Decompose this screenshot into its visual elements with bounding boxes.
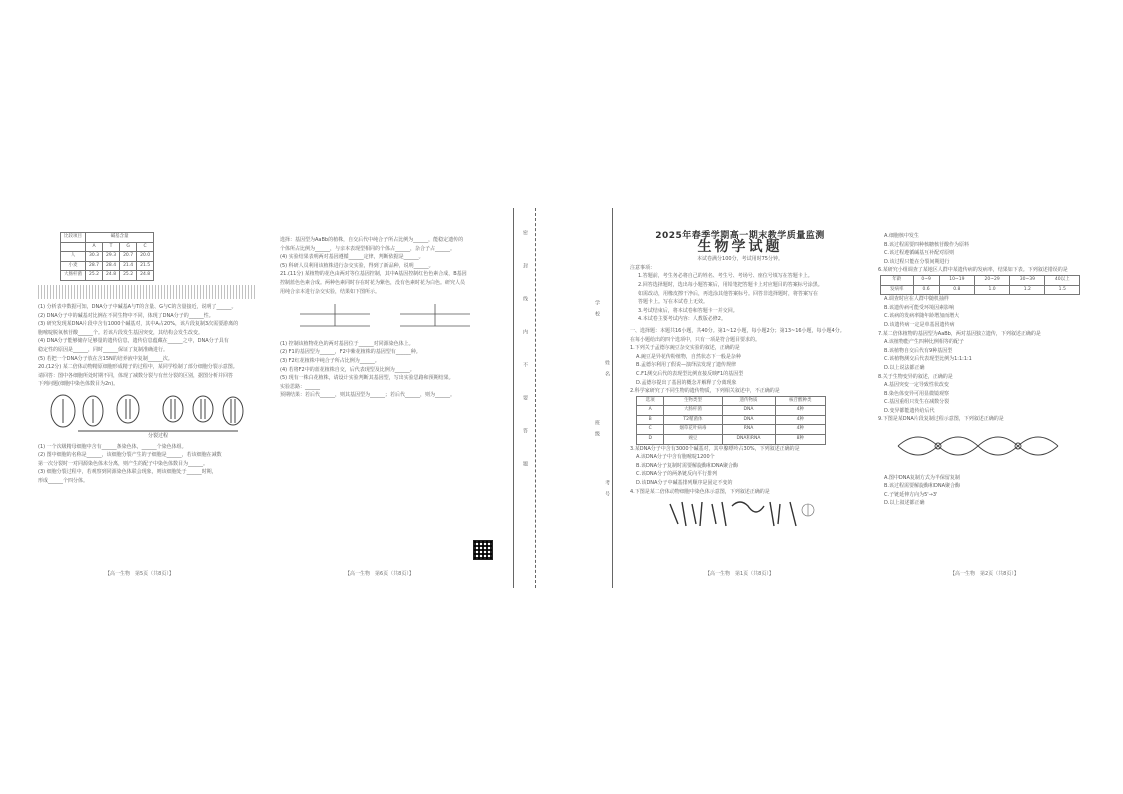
left-page-2: 选择：基因型为AaBb的植株，自交后代中纯合子所占比例为______，能稳定遗传的 个体所占比例为______，与亲本表现型相同的个体占______，杂合子占______。 (4) 实验结果表明两对基因遵循______定律，判断依据是______。 (5) 科研人员利用该植株进行杂交实验，得到了新品种，说明______。 21.(11分) 某植物的花色由两对等位基因控制，其中A基因控制红色色素合成，B基因 控制蓝色色素合成。两种色素同时存在时花为紫色，没有色素时花为白色。研究人员 用纯合亲本进行杂交实验，结果如下图所示。 (1) 控制该植物花色的两对基因位于______对同源染色体上。 (2) F1的基因型为______，F2中紫花植株的基因型有______种。 (3) F2红花植株中纯合子所占比例为______。 (4) 若将F2中的蓝花植株自交，后代表现型及比例为______。 (5) 现有一株白花植株，请设计实验判断其基因型，写出实验思路和预期结果。 实验思路：______ 预期结果：若后代______，则其基因型为______；若后代______，则为______。: [280, 236, 490, 400]
right-page-2: A.细胞核中发生 B.该过程需要四种核糖核苷酸作为原料 C.该过程遵循碱基互补配对原则 D.该过程只能在分裂间期进行 6.某研究小组调查了某地区人群中某遗传病的发病率，结果如下表。下列叙述错误的是 年龄 0~9 10~19 20~29 30~39 40以上 发病率 0.6 0.8 1.0 1.2 1.5 A.调查时应在人群中随机抽样 B.该遗传病可能受环境因素影响 C.该病的发病率随年龄增加而增大 D.该遗传病一定是单基因遗传病 7.某二倍体植物的基因型为AaBb，两对基因独立遗传，下列叙述正确的是 A.该植物能产生四种比例相等的配子 B.该植物自交后代有9种基因型 C.该植物测交后代表现型比例为1:1:1:1 D.以上说法都正确 8.关于生物变异的叙述，正确的是 A.基因突变一定导致性状改变 B.染色体变异可用显微镜观察 C.基因重组只发生在减数分裂 D.变异都能遗传给后代 9.下图是某DNA片段复制过程示意图，下列叙述正确的是 A.图中DNA复制方式为半保留复制 B.该过程需要解旋酶和DNA聚合酶 C.子链延伸方向为5'→3' D.以上叙述都正确: [878, 232, 1086, 508]
table-row: A 大肠杆菌 DNA 4种: [637, 406, 826, 416]
table-row: D 豌豆 DNA和RNA 8种: [637, 435, 826, 445]
binding-field-class: 班级: [594, 420, 600, 442]
dna-sequence-strip: [38, 285, 256, 299]
table-row: 小麦 28.7 28.4 21.4 21.5: [61, 261, 154, 271]
base-content-table: [60, 232, 154, 281]
dna-replication-diagram: [878, 424, 1086, 470]
col-t: T: [103, 242, 120, 252]
footer-page-1: 【高一生物 第1页（共8页）】: [705, 571, 774, 577]
qr-code-icon: [473, 540, 493, 560]
col-g: G: [120, 242, 137, 252]
col-a: A: [86, 242, 103, 252]
footer-page-2: 【高一生物 第2页（共8页）】: [950, 571, 1019, 577]
table-row: 人 30.3 29.3 20.7 20.0: [61, 252, 154, 262]
notice-head: 注意事项：: [630, 264, 656, 271]
q2-table: 选项 生物类型 遗传物质 核苷酸种类 A 大肠杆菌 DNA 4种 B T2噬菌体 DNA 4种 C 烟草花叶病毒 RNA 4种 D 豌豆 DNA和RNA 8种: [636, 396, 826, 445]
chromosome-diagram: [630, 496, 850, 530]
table-row: 大肠杆菌 25.2 24.8 25.2 24.8: [61, 271, 154, 281]
exam-subject: 生物学试题: [697, 238, 783, 255]
exam-subtitle: 本试卷满分100分，考试用时75分钟。: [697, 256, 783, 263]
left-page-1: 比较项目 碱基含量 A T G C 人 30.3 29.3 20.7 20.0 小麦 28.7 28.4 21.4 21.5 大肠杆菌 25.2 24.8 25.2 24.8 (1) 分析表中数据可知，DNA分子中碱基A与T的含量、G与C的含量接近，说明了______。 (2) DNA分子中的碱基对比例在不同生物中不同，体现了DNA分子的______性。 (3) 研究发现某DNA片段中含有1000个碱基对，其中A占20%，该片段复制3次需要游离的 胞嘧啶脱氧核苷酸______个。若该片段发生基因突变，其结构会发生改变。 (4) DNA分子能够储存足够量的遗传信息，遗传信息蕴藏在______之中，DNA分子具有 稳定性的原因是______，同时______保证了复制准确进行。 (5) 若把一个DNA分子放在含15N的培养液中复制______次。 20.(12分) 某二倍体动物精原细胞形成精子的过程中，某同学绘制了部分细胞分裂示意图。 请回答：图中各细胞所处时期不同，体现了减数分裂与有丝分裂的区别，据图分析并回答 下列问题(细胞中染色体数目为2n)。 分裂过程 (1) 一个次级精母细胞中含有______条染色体，______个染色体组。 (2) 图中细胞的名称是______，该细胞分裂产生的子细胞是______，若该细胞在减数 第一次分裂时一对同源染色体未分离，则产生的配子中染色体数目为______。 (3) 细胞分裂过程中，若观察到同源染色体联会现象，则该细胞处于______时期， 形成______个四分体。: [38, 232, 256, 485]
diagram-label: 分裂过程: [147, 432, 169, 439]
binding-field-name: 姓名: [604, 360, 610, 382]
table-row: B T2噬菌体 DNA 4种: [637, 415, 826, 425]
q6-table: 年龄 0~9 10~19 20~29 30~39 40以上 发病率 0.6 0.8 1.0 1.2 1.5: [880, 275, 1080, 295]
binding-field-number: 考号: [604, 480, 610, 502]
cross-diagram: [280, 296, 490, 336]
cell-division-diagram: [38, 389, 256, 439]
binding-line-outer: [612, 208, 613, 588]
table-row: C 烟草花叶病毒 RNA 4种: [637, 425, 826, 435]
binding-notice: 密 封 线 内 不 要 答 题: [522, 230, 528, 472]
footer-page-5: 【高一生物 第5页（共8页）】: [105, 571, 174, 577]
col-c: C: [137, 242, 154, 252]
binding-line-left: [513, 208, 514, 588]
table-row: 发病率 0.6 0.8 1.0 1.2 1.5: [881, 285, 1080, 295]
exam-title: 2025年春季学期高一期末教学质量监测: [655, 231, 825, 241]
binding-line-right: [535, 208, 536, 588]
footer-page-6: 【高一生物 第6页（共8页）】: [345, 571, 414, 577]
binding-field-school: 学校: [594, 300, 600, 322]
right-page-1: 2025年春季学期高一期末教学质量监测 生物学试题 本试卷满分100分，考试用时75分钟。 注意事项： 1.答题前，考生务必将自己的姓名、考生号、考场号、座位号填写在答题卡上。 2.回答选择题时，选出每小题答案后，用铅笔把答题卡上对应题目的答案标号涂黑。 如需改动，用橡皮擦干净后，再选涂其他答案标号。回答非选择题时，将答案写在 答题卡上。写在本试卷上无效。 3.考试结束后，将本试卷和答题卡一并交回。 4.本试卷主要考试内容：人教版必修2。 一、选择题：本题共16小题，共40分。第1~12小题，每小题2分；第13~16小题，每小题4分。 在每小题给出的四个选项中，只有一项是符合题目要求的。 1.下列关于孟德尔豌豆杂交实验的叙述，正确的是 A.豌豆是异花传粉植物，自然状态下一般是杂种 B.孟德尔利用了假说—演绎法发现了遗传规律 C.F1测交后代的表现型比例直接反映F1的基因型 D.孟德尔提出了基因的概念并解释了分离现象 2.科学家研究了不同生物的遗传物质，下列相关叙述中，不正确的是 选项 生物类型 遗传物质 核苷酸种类 A 大肠杆菌 DNA 4种 B T2噬菌体 DNA 4种 C 烟草花叶病毒 RNA 4种 D 豌豆 DNA和RNA 8种 3.某DNA分子中含有3000个碱基对，其中腺嘌呤占30%，下列叙述正确的是 A.该DNA分子中含有胞嘧啶1200个 B.该DNA分子复制时需要解旋酶和DNA聚合酶 C.该DNA分子的两条链反向平行排列 D.该DNA分子中碱基排列顺序是固定不变的 4.下图是某二倍体动物细胞中染色体示意图，下列叙述正确的是: [630, 232, 850, 534]
table-col0: 比较项目: [61, 233, 86, 243]
table-header: 碱基含量: [86, 233, 154, 243]
